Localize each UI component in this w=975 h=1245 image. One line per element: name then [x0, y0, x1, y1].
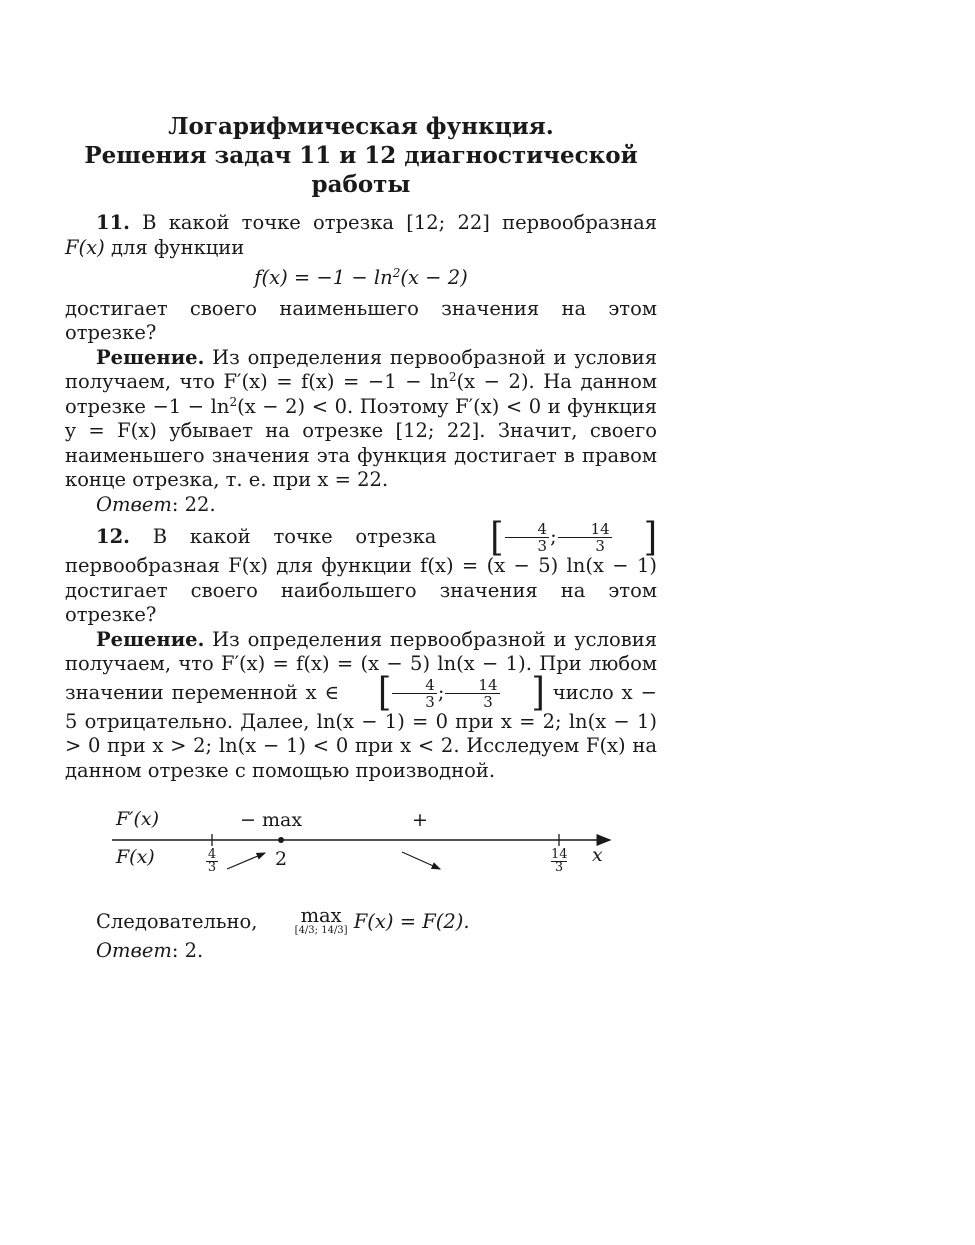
axis-variable: x: [592, 844, 603, 866]
problem-12-solution: Решение. Из определения первообразной и условия получаем, что F′(x) = f(x) = (x − 5) ln(x − 1). При любом значении переменной x ∈ [ $\frac{4}{3}$ ; $\frac{14}{3}$ ] число x − 5 отрицательно. Далее, ln(x − 1) = 0 при x = 2; ln(x − 1) > 0 при x > 2; ln(x − 1) < 0 при x < 2. Исследуем F(x) на данном отрезке с помощью производной.: [65, 627, 657, 782]
decrease-arrow: [402, 852, 440, 869]
problem-11-statement: 11. В какой точке отрезка [12; 22] первообразная F(x) для функции: [65, 211, 657, 259]
increase-arrow: [227, 853, 265, 869]
problem-11-question-end: достигает своего наименьшего значения на этом отрезке?: [65, 296, 657, 344]
problem-12-answer: Ответ: 2.: [96, 939, 204, 962]
label-function: F(x): [116, 846, 155, 868]
label-derivative: F′(x): [116, 808, 160, 830]
page-content: [65, 112, 657, 964]
max-label: max: [262, 809, 303, 831]
problem-12-conclusion: Следовательно, max [4/3; 14/3] F(x) = F(2).: [96, 904, 470, 936]
sign-plus: +: [412, 809, 428, 831]
sign-diagram: [65, 797, 657, 897]
tick-label-left: 4 3: [207, 847, 217, 875]
max-operator: max [4/3; 14/3]: [294, 904, 348, 936]
problem-12-number: 12.: [96, 525, 130, 548]
problem-11-number: 11.: [96, 211, 130, 234]
point-max: [278, 837, 284, 843]
title-line-2: Решения задач 11 и 12 диагностической работы: [84, 142, 638, 198]
solution-label: Решение.: [96, 345, 205, 369]
problem-12-statement: 12. В какой точке отрезка [ $\frac{4}{3}$ ; $\frac{14}{3}$ ] первообразная F(x) для функции f(x) = (x − 5) ln(x − 1) достигает своего наибольшего значения на этом отрезке?: [65, 514, 657, 626]
sign-minus: −: [240, 809, 256, 831]
page-title: [65, 112, 657, 199]
problem-11-answer: Ответ: 22.: [96, 492, 216, 516]
tick-label-2: 2: [275, 848, 288, 870]
tick-label-right: 14 3: [551, 847, 568, 875]
title-line-1: Логарифмическая функция.: [168, 113, 554, 140]
problem-11-solution: Решение. Из определения первообразной и условия получаем, что $F'(x) = f(x) = -1 - \ln^2(x - 2)$. На данном отрезке $-1 - \ln^2(x - 2) < 0$. Поэтому F′(x) < 0 и функция y = F(x) убывает на отрезке [12; 22]. Значит, своего наименьшего значения эта функция достигает в правом конце отрезка, т. е. при x = 22.: [65, 345, 657, 491]
problem-11-formula: $f(x) = -1 - \ln^2(x - 2)$: [254, 266, 468, 289]
